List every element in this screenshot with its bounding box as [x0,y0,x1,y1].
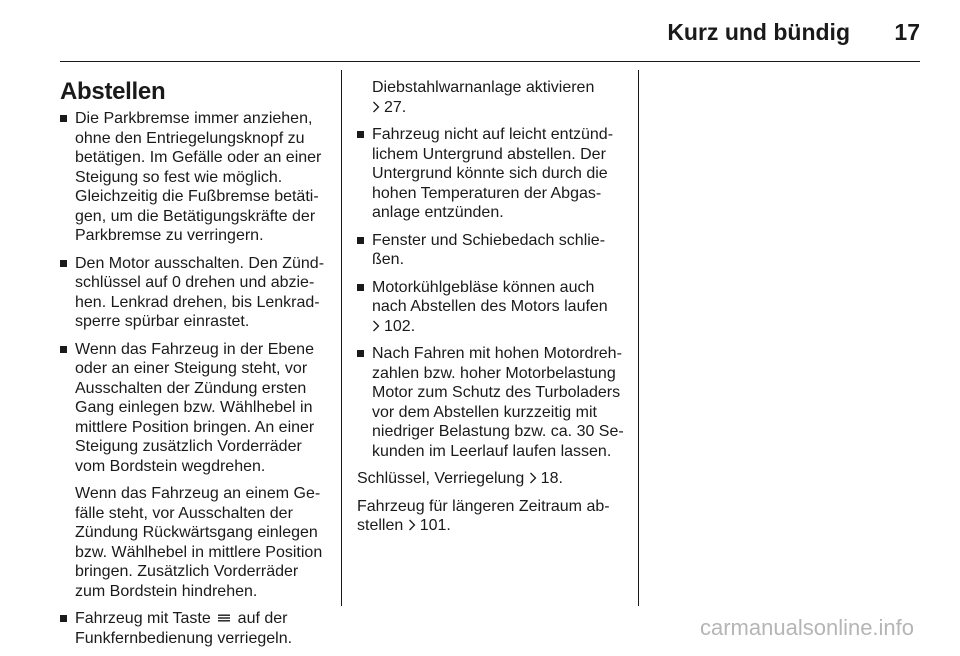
paragraph [357,469,627,489]
text-fragment: stellen [357,517,404,534]
lock-key-icon [217,613,231,623]
column-2 [357,78,627,544]
page-reference[interactable] [372,317,627,337]
text-line: Wenn das Fahrzeug in der Ebene [75,340,314,358]
text-line: zum Bordstein hindrehen. [75,582,258,600]
bullet-item [60,609,330,648]
reference-page: 18. [540,470,563,487]
text-line: Ausschalten der Zündung ersten [75,379,307,397]
page-reference[interactable] [372,98,627,118]
text-line: zahlen bzw. hoher Motorbelastung [372,364,616,382]
bullet-square-icon [60,615,67,622]
page-reference[interactable] [529,470,563,487]
page-reference[interactable] [408,517,451,534]
text-line: vor dem Abstellen kurzzeitig mit [372,403,597,421]
section-heading: Abstellen [60,78,166,105]
text-line: Wenn das Fahrzeug an einem Ge- [75,485,321,502]
text-line: Funkfernbedienung verriegeln. [75,629,293,647]
bullet-item [357,278,627,337]
text-line: schlüssel auf 0 drehen und abzie- [75,274,315,291]
reference-arrow-icon [372,320,380,332]
text-line: kunden im Leerlauf laufen lassen. [372,442,612,460]
text-line: Fahrzeug für längeren Zeitraum ab- [357,497,610,515]
text-line [357,516,627,536]
text-line: Gleichzeitig die Fußbremse betäti- [75,188,319,205]
text-line: Motor zum Schutz des Turboladers [372,384,621,401]
bullet-continuation [357,78,627,117]
text-line [75,609,330,629]
text-line: hen. Lenkrad drehen, bis Lenkrad- [75,293,320,311]
bullet-square-icon [60,260,67,267]
text-line: hohen Temperaturen der Abgas- [372,184,602,202]
text-line: Fahrzeug nicht auf leicht entzünd- [372,126,614,143]
bullet-item [60,254,330,332]
page-number: 17 [894,19,920,45]
text-line: Parkbremse zu verringern. [75,227,264,244]
bullet-square-icon [357,350,364,357]
text-line: Diebstahlwarnanlage aktivieren [372,79,595,96]
text-line: Fenster und Schiebedach schlie- [372,231,606,249]
header-divider [60,61,920,62]
reference-arrow-icon [372,101,380,113]
text-line: oder an einer Steigung steht, vor [75,360,308,377]
text-line: fälle steht, vor Ausschalten der [75,504,293,522]
text-fragment: Schlüssel, Verriegelung [357,470,525,487]
text-line: Nach Fahren mit hohen Motordreh- [372,345,622,362]
header-title: Kurz und bündig [667,19,850,45]
text-line: mittlere Position bringen. An einer [75,418,315,436]
bullet-square-icon [357,237,364,244]
text-line: nach Abstellen des Motors laufen [372,298,608,315]
bullet-square-icon [357,284,364,291]
text-line: Steigung zusätzlich Vorderräder [75,438,302,455]
text-line: betätigen. Im Gefälle oder an einer [75,149,322,166]
text-line: sperre spürbar einrastet. [75,313,250,330]
text-line: anlage entzünden. [372,204,504,221]
bullet-item [60,109,330,246]
text-line: Gang einlegen bzw. Wählhebel in [75,399,313,416]
column-1 [60,78,330,656]
text-line: lichem Untergrund abstellen. Der [372,145,606,163]
column-divider-1 [341,70,342,606]
paragraph [357,497,627,536]
bullet-item [60,340,330,477]
text-line: Den Motor ausschalten. Den Zünd- [75,254,325,272]
bullet-continuation [60,484,330,601]
bullet-item [357,125,627,223]
bullet-square-icon [60,346,67,353]
text-fragment: Fahrzeug mit Taste [75,610,211,627]
watermark: carmanualsonline.info [700,615,915,640]
text-line: niedriger Belastung bzw. ca. 30 Se- [372,423,624,440]
text-line: ohne den Entriegelungsknopf zu [75,129,305,147]
bullet-item [357,231,627,270]
text-line: bringen. Zusätzlich Vorderräder [75,563,299,580]
reference-arrow-icon [408,519,416,531]
text-line: vom Bordstein wegdrehen. [75,457,266,475]
text-line: ßen. [372,251,405,268]
text-line: Motorkühlgebläse können auch [372,278,595,296]
text-line: Zündung Rückwärtsgang einlegen [75,524,318,541]
text-line: Untergrund könnte sich durch die [372,165,608,182]
text-line [357,469,627,489]
bullet-square-icon [60,115,67,122]
reference-page: 102. [384,317,416,335]
reference-page: 27. [384,98,407,116]
reference-page: 101. [419,517,451,534]
text-fragment: auf der [237,610,288,627]
bullet-square-icon [357,131,364,138]
column-divider-2 [638,70,639,606]
reference-arrow-icon [529,472,537,484]
bullet-item [357,344,627,461]
text-line: bzw. Wählhebel in mittlere Position [75,543,323,561]
text-line: gen, um die Betätigungskräfte der [75,207,316,225]
text-line: Steigung so fest wie möglich. [75,168,283,186]
text-line: Die Parkbremse immer anziehen, [75,110,313,127]
